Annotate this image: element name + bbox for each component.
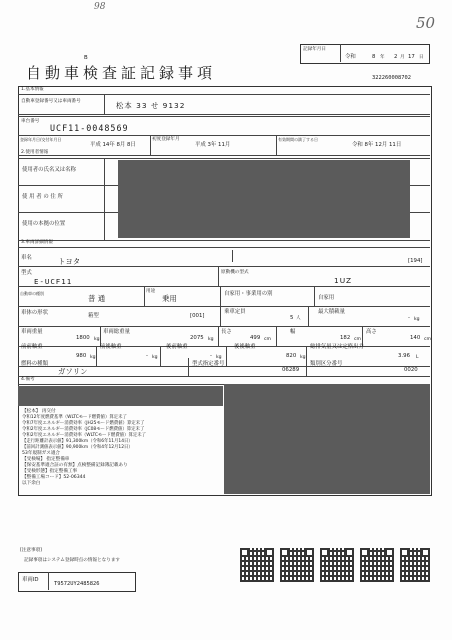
first-year-label: 初度登録年月 [152,137,180,142]
make-code: [194] [408,258,423,264]
engine-label: 原動機の型式 [221,270,249,275]
record-date-day: 17 [408,54,415,60]
capacity-unit: 人 [296,316,301,321]
kind-label: 自動車の種別 [20,291,44,296]
section2-label: 2.使用者情報 [21,150,49,155]
qr-code [320,548,354,582]
remark-line: 【整備工場コード】52-06344 [22,475,86,480]
page-number: 50 [416,14,436,32]
vehicle-id-label: 車両ID [22,577,39,583]
max-load-label: 最大積載量 [318,309,345,315]
remark-line: 令和7年度エネルギー消費効率（JH25モード燃費値）算定未了 [22,421,145,426]
redacted-user-info [118,160,410,238]
model-label: 型式 [21,270,32,276]
length-value: 499 [250,335,261,341]
purpose-label: 自家用・事業用の別 [224,291,273,297]
expiry-label: 有効期間の満了する日 [278,137,318,142]
fuel-value: ガソリン [58,367,88,376]
use-value: 乗用 [162,294,177,303]
document-title: 自動車検査証記録事項 [26,64,217,82]
model-value: E-UCF11 [34,277,73,286]
vehicle-id-value: T9572UY2485826 [54,581,100,587]
record-date-year: 8 [372,54,376,60]
remark-line: 令和2年度エネルギー消費効率（WLTCモード燃費値）算定未了 [22,433,147,438]
handwritten-mark: 98 [94,2,106,12]
qr-code [280,548,314,582]
weight-value: 1800 [76,335,90,341]
rear-front-axle-value: - [210,353,212,359]
front-front-axle-label: 前前軸重 [21,344,43,350]
redacted-remarks-right [224,384,430,494]
vin-value: UCF11-0048569 [50,123,129,133]
first-reg-label: 登録年月日/交付年月日 [20,137,62,142]
gross-label: 車両総重量 [103,329,130,335]
remark-line: 53年規制ガス適合 [22,451,61,456]
fuel-label: 燃料の種類 [21,361,48,367]
first-reg-value: 平成 14年 8月 8日 [90,142,136,148]
engine-value: 1UZ [334,276,353,285]
remark-line: 【保安基準適合証の有無】点検整備記録簿記載あり [22,463,128,468]
rear-front-axle-label: 後前軸重 [166,344,188,350]
body-code: [001] [190,313,205,319]
height-label: 高さ [366,329,377,335]
front-rear-axle-label: 前後軸重 [100,344,122,350]
remark-line: 令和12年度燃費基準（WLTCモード燃費値）算定未了 [22,415,127,420]
body-label: 車体の形状 [21,310,48,316]
class-number-label: 類別区分番号 [310,361,343,367]
notes-label: [注意事項] [20,548,42,553]
type-number-value: 06289 [282,367,300,373]
class-number-value: 0020 [404,367,418,373]
body-value: 箱型 [88,313,99,319]
height-value: 140 [410,335,421,341]
record-date-month: 2 [394,54,398,60]
remark-line: 【松本】 再交付 [22,409,56,414]
reg-number-label: 自動車登録番号又は車両番号 [21,99,81,104]
qr-code [400,548,430,582]
rear-rear-axle-label: 後後軸重 [234,344,256,350]
make-value: トヨタ [58,257,81,266]
qr-code [240,548,274,582]
form-letter: B [84,55,88,61]
base-location-label: 使用の本拠の位置 [22,221,66,227]
remark-line: 以下余白 [22,481,41,486]
document-number: 322260008702 [372,75,411,81]
gross-value: 2075 [190,335,204,341]
displacement-label: 総排気量又は定格出力 [310,344,364,350]
record-date-label: 記録年月日 [303,47,326,52]
front-rear-axle-value: - [146,353,148,359]
purpose-value: 自家用 [318,295,335,301]
record-date-era: 令和 [345,54,356,60]
redacted-remarks-top [18,386,223,406]
reg-number-value: 松本 33 せ 9132 [116,101,186,110]
expiry-value: 令和 8年 12月 11日 [352,142,402,148]
make-label: 車名 [21,255,32,261]
use-label: 用途 [146,289,156,294]
remark-line: 【前回計測値表示値】90,900km（令和4年12月12日） [22,445,133,450]
user-name-label: 使用者の氏名又は名称 [22,167,76,173]
displacement-unit: L [416,355,419,360]
remark-line: 【受検形態】指定整備工事 [22,469,78,474]
kind-value: 普 通 [88,294,106,303]
section3-label: 3.車両詳細情報 [21,240,53,245]
width-label: 幅 [290,329,296,335]
notes-text: 記録事項はシステム登録時点の情報となります [24,558,121,563]
rear-rear-axle-value: 820 [286,353,297,359]
width-value: 182 [340,335,351,341]
type-number-label: 型式指定番号 [192,361,225,367]
capacity-label: 乗車定員 [224,309,246,315]
displacement-value: 3.96 [398,353,411,359]
weight-label: 車両重量 [21,329,43,335]
vin-label: 車台番号 [21,119,40,124]
max-load-value: - [408,315,410,321]
front-front-axle-value: 980 [76,353,87,359]
section1-label: 1.基本情報 [21,87,44,92]
remark-line: 令和2年度エネルギー消費効率（JC08モード燃費値）算定未了 [22,427,145,432]
remark-line: 【走行距離計表示値】91,300km（令和6年11月14日） [22,439,133,444]
capacity-value: 5 [290,315,294,321]
length-label: 長さ [221,329,232,335]
qr-code [360,548,394,582]
first-year-value: 平成 3年 11月 [195,142,231,148]
remark-line: 【受検場】 指定整備車 [22,457,70,462]
section4-label: 4.備考 [21,377,35,382]
user-address-label: 使 用 者 の 住 所 [22,194,63,200]
